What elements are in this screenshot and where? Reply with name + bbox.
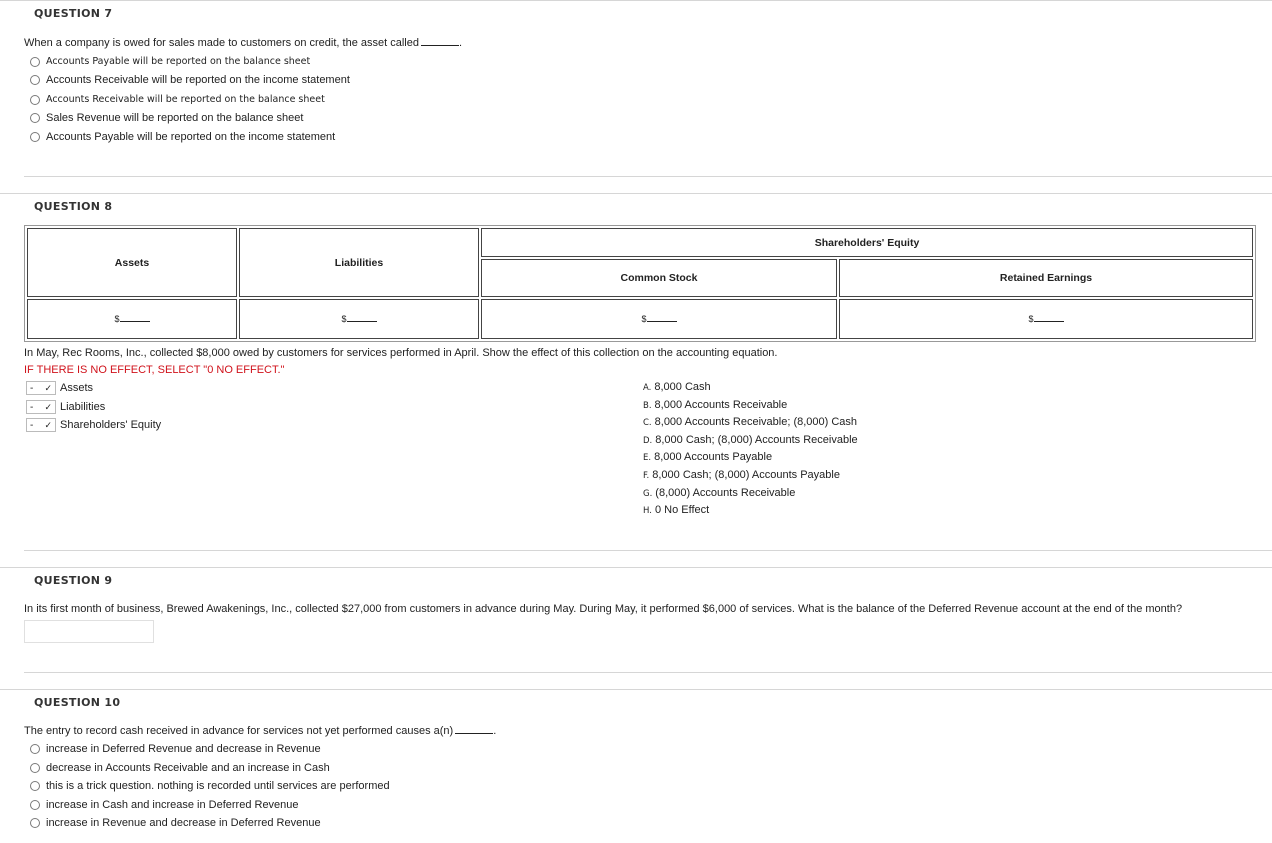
question-9-title: QUESTION 9 [34, 574, 113, 587]
select-row-liabilities [26, 400, 105, 414]
radio-button[interactable] [30, 113, 40, 123]
q10-option-1[interactable] [30, 743, 321, 755]
radio-button[interactable] [30, 132, 40, 142]
radio-button[interactable] [30, 781, 40, 791]
deferred-revenue-answer-input[interactable] [24, 620, 154, 643]
option-label: Accounts Receivable will be reported on the income statement [46, 74, 350, 86]
option-label: Accounts Payable will be reported on the income statement [46, 131, 336, 143]
question-10-prompt: The entry to record cash received in advance for services not yet performed causes a(n) [24, 725, 454, 737]
choice-c: C. 8,000 Accounts Receivable; (8,000) Cash [643, 416, 858, 428]
option-label: decrease in Accounts Receivable and an increase in Cash [46, 762, 330, 774]
option-label: increase in Revenue and decrease in Deferred Revenue [46, 817, 321, 829]
divider [24, 550, 1272, 551]
q7-option-2[interactable] [30, 74, 350, 86]
retained-earnings-blank: $ [839, 299, 1253, 339]
choice-e: E. 8,000 Accounts Payable [643, 451, 773, 463]
header-shareholders-equity: Shareholders' Equity [481, 228, 1253, 257]
choice-a: A. 8,000 Cash [643, 381, 711, 393]
header-assets: Assets [27, 228, 237, 297]
question-7-text: When a company is owed for sales made to customers on credit, the asset called . [24, 37, 463, 49]
q7-option-3[interactable] [30, 94, 325, 105]
question-7-prompt: When a company is owed for sales made to customers on credit, the asset called [24, 37, 419, 49]
radio-button[interactable] [30, 763, 40, 773]
select-label: Shareholders' Equity [60, 419, 162, 431]
radio-button[interactable] [30, 95, 40, 105]
equity-dropdown[interactable]: - ✓ [26, 418, 56, 432]
liabilities-blank: $ [239, 299, 479, 339]
q7-option-4[interactable] [30, 112, 303, 124]
question-7-title: QUESTION 7 [34, 7, 113, 20]
question-8-warning: IF THERE IS NO EFFECT, SELECT "0 NO EFFECT." [24, 364, 285, 376]
radio-button[interactable] [30, 800, 40, 810]
q10-option-2[interactable] [30, 762, 330, 774]
choice-f: F. 8,000 Cash; (8,000) Accounts Payable [643, 469, 840, 481]
question-10-title: QUESTION 10 [34, 696, 121, 709]
divider [24, 176, 1272, 177]
choice-d: D. 8,000 Cash; (8,000) Accounts Receivable [643, 434, 858, 446]
option-label: this is a trick question. nothing is recorded until services are performed [46, 780, 390, 792]
q7-option-1[interactable] [30, 56, 310, 67]
q7-option-5[interactable] [30, 131, 335, 143]
divider [24, 672, 1272, 673]
select-row-assets [26, 381, 93, 395]
divider [0, 193, 1272, 194]
question-10-text: The entry to record cash received in advance for services not yet performed causes a(n) . [24, 725, 497, 737]
choice-g: G. (8,000) Accounts Receivable [643, 487, 796, 499]
q10-option-3[interactable] [30, 780, 390, 792]
option-label: Accounts Payable will be reported on the balance sheet [46, 56, 311, 67]
question-8-text: In May, Rec Rooms, Inc., collected $8,000 owed by customers for services performed in April. Show the effect of this collection on the accounting equation. [24, 347, 778, 359]
chevron-down-icon: ✓ [44, 382, 52, 393]
select-label: Liabilities [60, 401, 106, 413]
answer-blank [421, 37, 459, 46]
divider [0, 567, 1272, 568]
accounting-equation-table [24, 225, 1256, 342]
header-retained-earnings: Retained Earnings [839, 259, 1253, 297]
option-label: Sales Revenue will be reported on the balance sheet [46, 112, 304, 124]
common-stock-blank: $ [481, 299, 837, 339]
choice-h: H. 0 No Effect [643, 504, 710, 516]
select-label: Assets [60, 382, 94, 394]
radio-button[interactable] [30, 744, 40, 754]
radio-button[interactable] [30, 818, 40, 828]
option-label: Accounts Receivable will be reported on the balance sheet [46, 94, 325, 105]
chevron-down-icon: ✓ [44, 419, 52, 430]
option-label: increase in Cash and increase in Deferred Revenue [46, 799, 299, 811]
question-9-text: In its first month of business, Brewed Awakenings, Inc., collected $27,000 from customers in advance during May. During May, it performed $6,000 of services. What is the balance of the Deferred Revenue account at the end of the month? [24, 603, 1183, 615]
divider [0, 689, 1272, 690]
radio-button[interactable] [30, 57, 40, 67]
q10-option-5[interactable] [30, 817, 321, 829]
assets-blank: $ [27, 299, 237, 339]
radio-button[interactable] [30, 75, 40, 85]
choice-b: B. 8,000 Accounts Receivable [643, 399, 788, 411]
header-common-stock: Common Stock [481, 259, 837, 297]
header-liabilities: Liabilities [239, 228, 479, 297]
divider [0, 0, 1272, 1]
select-row-equity [26, 418, 161, 432]
liabilities-dropdown[interactable]: - ✓ [26, 400, 56, 414]
chevron-down-icon: ✓ [44, 401, 52, 412]
q10-option-4[interactable] [30, 799, 299, 811]
question-8-title: QUESTION 8 [34, 200, 113, 213]
option-label: increase in Deferred Revenue and decrease in Revenue [46, 743, 321, 755]
answer-blank [455, 725, 493, 734]
assets-dropdown[interactable]: - ✓ [26, 381, 56, 395]
